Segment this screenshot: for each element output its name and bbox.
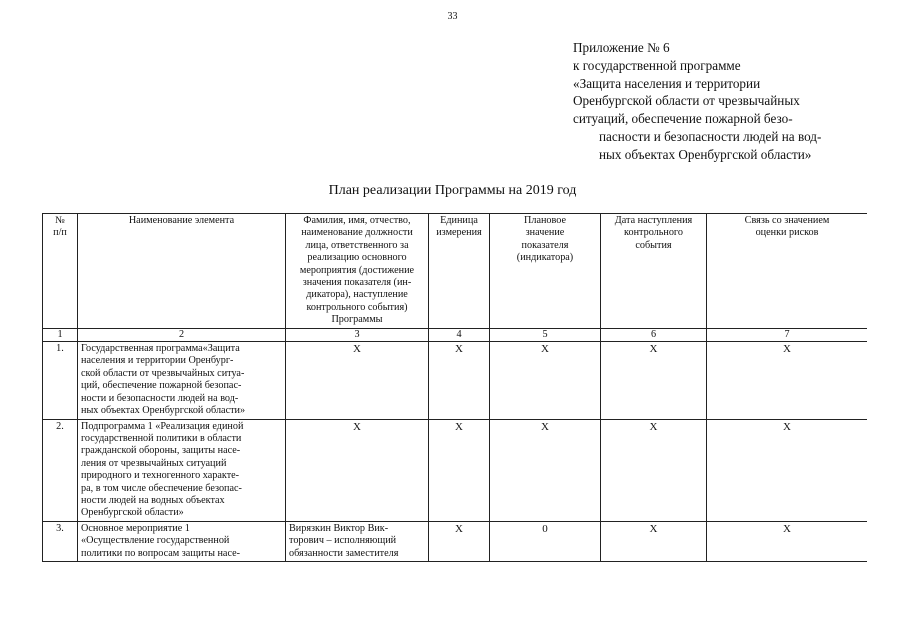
header-line: измерения	[436, 227, 482, 239]
planned-value: X	[490, 419, 601, 521]
header-line: оценки рисков	[755, 227, 819, 239]
element-name	[78, 419, 286, 521]
header-line: №	[55, 215, 65, 226]
header-line: значение	[525, 227, 565, 239]
column-number: 6	[601, 328, 707, 341]
header-line: Дата наступления	[614, 215, 693, 226]
planned-value: X	[490, 342, 601, 419]
element-name-line: ра, в том числе обеспечение безопас-	[81, 482, 242, 494]
plan-title: План реализации Программы на 2019 год	[328, 183, 577, 198]
element-name-line: ций, обеспечение пожарной безопас-	[81, 380, 242, 392]
responsible-person: X	[286, 419, 429, 521]
header-line: Единица	[440, 215, 478, 226]
plan-table	[42, 213, 867, 562]
element-name-line: ления от чрезвычайных ситуаций	[81, 457, 227, 469]
annex-line: Приложение № 6	[573, 40, 670, 55]
responsible-person	[286, 521, 429, 561]
header-line: лица, ответственного за	[305, 239, 409, 251]
table-row	[43, 419, 868, 521]
header-line: контрольного	[624, 227, 683, 239]
row-number: 3.	[43, 521, 78, 561]
event-date: X	[601, 419, 707, 521]
element-name-line: политики по вопросам защиты насе-	[81, 547, 241, 559]
column-number: 1	[43, 328, 78, 341]
header-line: реализацию основного	[307, 252, 407, 264]
annex-line: к государственной программе	[573, 57, 741, 73]
column-number-row	[43, 328, 868, 341]
header-element-name	[78, 214, 286, 329]
element-name-line: ности и безопасности людей на вод-	[81, 392, 239, 404]
event-date: X	[601, 521, 707, 561]
header-line: события	[635, 239, 672, 251]
responsible-person-line: Вирязкин Виктор Вик-	[289, 522, 389, 534]
header-line: значения показателя (ин-	[302, 277, 412, 289]
header-line: (индикатора)	[516, 252, 574, 264]
annex-line: ситуаций, обеспечение пожарной безо-	[573, 111, 793, 127]
column-number: 5	[490, 328, 601, 341]
risk-link: X	[707, 342, 868, 419]
header-unit	[429, 214, 490, 329]
column-number: 3	[286, 328, 429, 341]
header-risk-link	[707, 214, 868, 329]
annex-line: ных объектах Оренбургской области»	[599, 146, 812, 162]
header-row	[43, 214, 868, 329]
element-name-line: ных объектах Оренбургской области»	[81, 405, 246, 417]
element-name	[78, 342, 286, 419]
element-name-line: государственной политики в области	[81, 432, 242, 444]
page-number: 33	[447, 11, 458, 22]
table-row	[43, 342, 868, 419]
header-line: контрольного события)	[306, 301, 408, 313]
header-event-date	[601, 214, 707, 329]
header-line: Плановое	[524, 215, 566, 226]
element-name	[78, 521, 286, 561]
table-row	[43, 521, 868, 561]
header-line: Наименование элемента	[128, 215, 235, 226]
header-line: Программы	[331, 314, 383, 326]
column-number: 4	[429, 328, 490, 341]
responsible-person-line: торович – исполняющий	[289, 535, 397, 547]
annex-line: пасности и безопасности людей на вод-	[599, 128, 822, 144]
header-line: Фамилия, имя, отчество,	[303, 215, 411, 226]
risk-link: X	[707, 419, 868, 521]
annex-block	[573, 39, 893, 164]
unit-value: X	[429, 419, 490, 521]
table-container	[42, 213, 867, 640]
element-name-line: Оренбургской области»	[81, 507, 184, 519]
planned-value: 0	[490, 521, 601, 561]
element-name-line: населения и территории Оренбург-	[81, 355, 234, 367]
responsible-person: X	[286, 342, 429, 419]
header-line: п/п	[53, 227, 67, 239]
risk-link: X	[707, 521, 868, 561]
element-name-line: Государственная программа«Защита	[81, 343, 240, 355]
header-line: Связь со значением	[744, 215, 830, 226]
column-number: 2	[78, 328, 286, 341]
column-number: 7	[707, 328, 868, 341]
responsible-person-line: обязанности заместителя	[289, 547, 399, 559]
event-date: X	[601, 342, 707, 419]
header-responsible-person	[286, 214, 429, 329]
element-name-line: Подпрограмма 1 «Реализация единой	[81, 420, 244, 432]
unit-value: X	[429, 521, 490, 561]
header-planned-value	[490, 214, 601, 329]
header-line: дикатора), наступление	[306, 289, 408, 301]
element-name-line: природного и техногенного характе-	[81, 470, 240, 482]
unit-value: X	[429, 342, 490, 419]
element-name-line: «Осуществление государственной	[81, 535, 230, 547]
element-name-line: ской области от чрезвычайных ситуа-	[81, 367, 245, 379]
annex-line: Оренбургской области от чрезвычайных	[573, 93, 800, 109]
row-number: 1.	[43, 342, 78, 419]
element-name-line: Основное мероприятие 1	[81, 522, 190, 534]
element-name-line: гражданской обороны, защиты насе-	[81, 445, 241, 457]
table-body	[43, 342, 868, 562]
element-name-line: ности людей на водных объектах	[81, 494, 225, 506]
header-line: мероприятия (достижение	[299, 264, 415, 276]
header-line: наименование должности	[301, 227, 413, 239]
row-number: 2.	[43, 419, 78, 521]
header-number	[43, 214, 78, 329]
annex-line: «Защита населения и территории	[573, 75, 761, 91]
header-line: показателя	[521, 239, 569, 251]
